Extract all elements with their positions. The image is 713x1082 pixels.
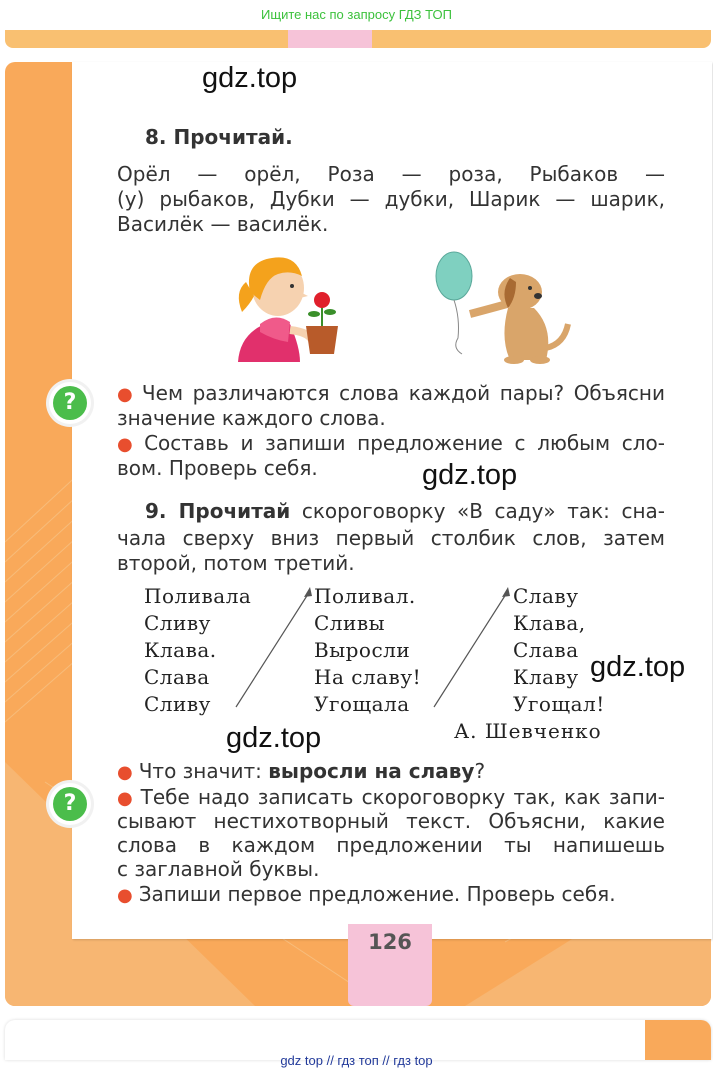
exercise-9-line-3: второй, потом третий.: [117, 551, 355, 575]
question-mark-icon: ?: [53, 787, 87, 821]
top-banner: [0, 0, 713, 30]
bullet-icon: ●: [117, 788, 135, 809]
q1-line-4: вом. Проверь себя.: [117, 456, 318, 480]
question-badge-1: [49, 382, 91, 424]
top-banner-text: Ищите нас по запросу ГДЗ ТОП: [261, 7, 452, 22]
dog-with-balloon-illustration: [430, 248, 575, 368]
author-name: А. Шевченко: [454, 719, 602, 743]
q2-line-2: ● Тебе надо записать скороговорку так, как запи-: [117, 785, 665, 809]
q2-line-3: сывают нестихотворный текст. Объясни, какие: [117, 809, 665, 833]
exercise-9-heading: 9. Прочитай: [145, 499, 291, 523]
girl-smelling-rose-illustration: [230, 252, 360, 364]
q2-line-4: слова в каждом предложении ты напишешь: [117, 833, 665, 857]
tongue-twister-column-1: Поливала Сливу Клава. Слава Сливу: [144, 584, 252, 716]
exercise-8-line-2: (у) рыбаков, Дубки — дубки, Шарик — шарик,: [117, 187, 665, 211]
question-badge-2: [49, 783, 91, 825]
q1-line-2: значение каждого слова.: [117, 406, 386, 430]
watermark-3: gdz.top: [590, 651, 686, 683]
watermark-1: gdz.top: [202, 62, 298, 94]
exercise-8-line-3: Василёк — василёк.: [117, 212, 329, 236]
page-number: 126: [368, 930, 412, 954]
bullet-icon: ●: [117, 885, 133, 906]
bullet-icon: ●: [117, 762, 133, 783]
pink-tab-edge: [288, 30, 372, 48]
bullet-icon: ●: [117, 434, 139, 455]
footer-links[interactable]: gdz top // гдз топ // гдз top: [280, 1053, 433, 1068]
q2-line-1: ● Что значит: выросли на славу?: [117, 759, 486, 783]
bullet-icon: ●: [117, 384, 136, 405]
exercise-8-line-1: Орёл — орёл, Роза — роза, Рыбаков —: [117, 162, 665, 186]
q2-line-6: ● Запиши первое предложение. Проверь себя.: [117, 882, 616, 906]
tongue-twister-column-2: Поливал. Сливы Выросли На славу! Угощала: [314, 584, 422, 716]
exercise-9-line-1: 9. Прочитай скороговорку «В саду» так: сна-: [145, 499, 665, 523]
exercise-9-line-2: чала сверху вниз первый столбик слов, затем: [117, 526, 665, 550]
tongue-twister-column-3: Славу Клава, Слава Клаву Угощал!: [513, 584, 605, 716]
q1-line-3: ● Составь и запиши предложение с любым сло-: [117, 431, 665, 455]
q1-line-1: ● Чем различаются слова каждой пары? Объясни: [117, 381, 665, 405]
q2-line-5: с заглавной буквы.: [117, 857, 320, 881]
watermark-4: gdz.top: [226, 722, 322, 754]
exercise-8-heading: 8. Прочитай.: [145, 125, 293, 149]
question-mark-icon: ?: [53, 386, 87, 420]
watermark-2: gdz.top: [422, 459, 518, 491]
previous-page-edge: [5, 30, 711, 48]
reading-order-arrows: [230, 583, 520, 713]
